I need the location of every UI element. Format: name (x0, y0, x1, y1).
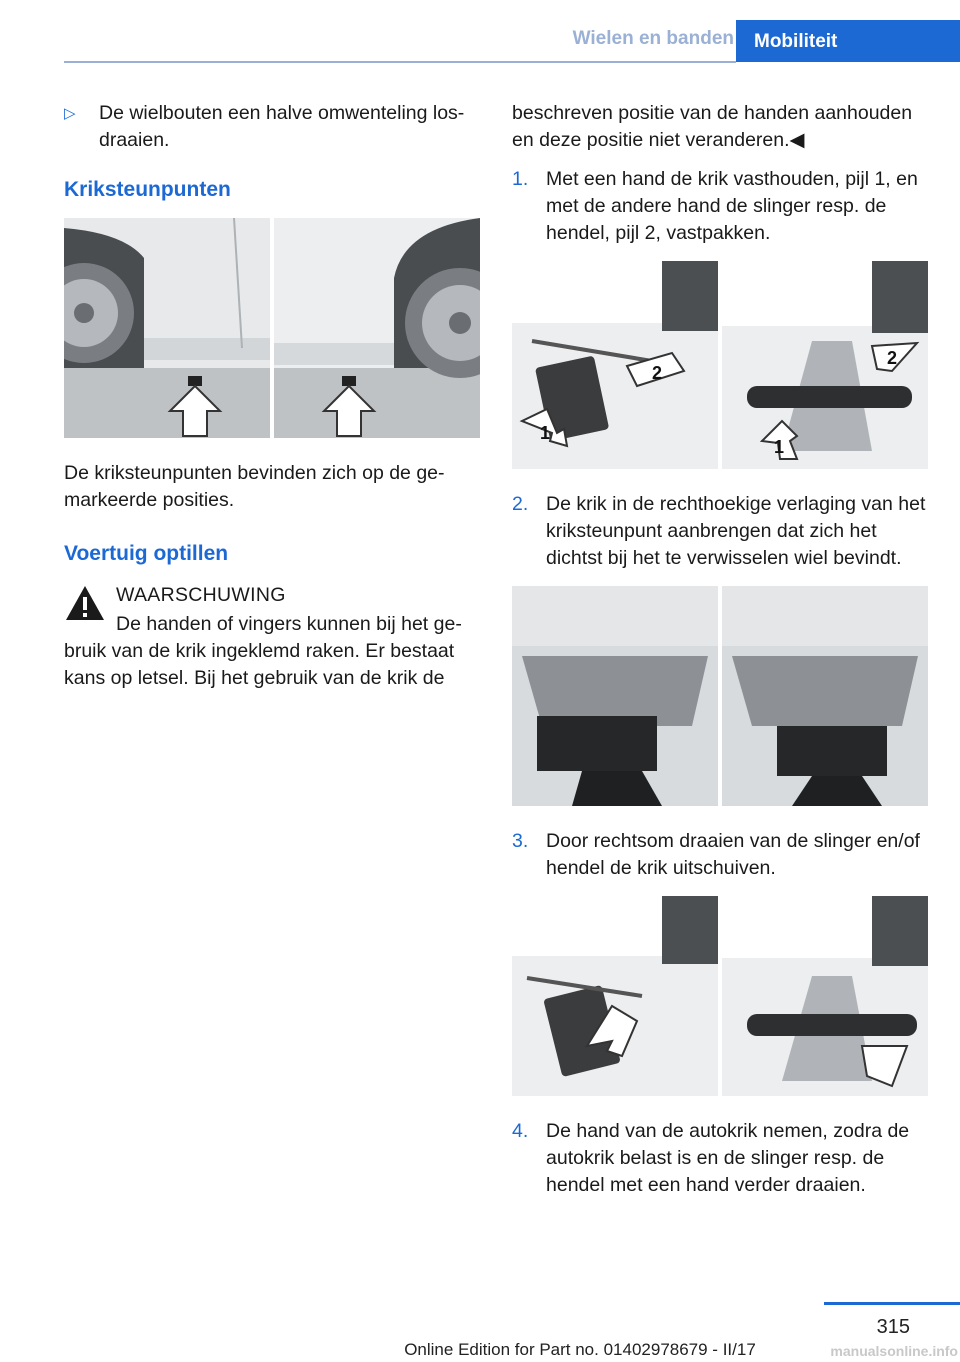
header-section-title: Wielen en banden (572, 28, 734, 49)
page-number: 315 (876, 1316, 910, 1338)
warning-text-rest: bruik van de krik ingeklemd raken. Er bestaat kans op letsel. Bij het gebruik van de krik de (64, 640, 455, 689)
photo-jack-crank (512, 261, 718, 469)
right-column (512, 100, 928, 1213)
step-number: 1. (512, 168, 529, 190)
bullet-text: De wielbouten een halve omwenteling los-draaien. (99, 102, 465, 151)
step-number: 4. (512, 1120, 529, 1142)
step-text: De hand van de autokrik nemen, zodra de autokrik belast is en de slinger resp. de hendel met een hand verder draaien. (546, 1120, 910, 1196)
heading-voertuig-optillen: Voertuig optillen (64, 542, 229, 565)
step-item (512, 1118, 928, 1199)
step-text: Met een hand de krik vasthouden, pijl 1, en met de andere hand de slinger resp. de hendel, pijl 2, vastpakken. (546, 168, 918, 244)
arrow-label: 1 (540, 423, 551, 443)
arrow-label: 2 (652, 363, 663, 383)
photo-jack-seat-right (722, 586, 928, 806)
bullet-triangle-icon: ▷ (64, 105, 76, 122)
step-item (512, 166, 928, 247)
page-header (0, 0, 960, 62)
step-item (512, 828, 928, 882)
figure-jack-position (512, 586, 928, 806)
header-rule (64, 61, 736, 63)
step-number: 2. (512, 493, 529, 515)
step-number: 3. (512, 830, 529, 852)
step-text: De krik in de rechthoekige verlaging van het kriksteunpunt aanbrengen dat zich het dichtst bij het te verwisselen wiel bevindt. (546, 493, 926, 569)
watermark: manualsonline.info (830, 1343, 958, 1359)
arrow-label: 2 (887, 348, 898, 368)
warning-block (64, 582, 480, 692)
photo-jack-seat-left (512, 586, 718, 806)
photo-jack-rotate-lever (722, 896, 928, 1096)
left-column (64, 100, 480, 692)
arrow-label: 1 (774, 437, 785, 457)
figure-jacking-points (64, 218, 480, 438)
footer-rule (824, 1302, 960, 1305)
warning-icon (64, 584, 106, 622)
photo-jack-rotate-crank (512, 896, 718, 1096)
edition-line: Online Edition for Part no. 01402978679 - II/17 (404, 1340, 756, 1359)
warning-text-line1: De handen of vingers kunnen bij het ge- (116, 613, 462, 635)
heading-kriksteunpunten: Kriksteunpunten (64, 178, 231, 201)
warning-title: WAARSCHUWING (116, 584, 286, 606)
step-text: Door rechtsom draaien van de slinger en/of hendel de krik uitschuiven. (546, 830, 920, 879)
figure-extend-jack (512, 896, 928, 1096)
step-item (512, 491, 928, 572)
figure-caption: De kriksteunpunten bevinden zich op de ge-markeerde posities. (64, 462, 445, 511)
photo-jack-lever (722, 261, 928, 469)
figure-hold-jack (512, 261, 928, 469)
warning-continuation: beschreven positie van de handen aanhouden en deze positie niet veranderen.◀ (512, 102, 913, 151)
bullet-item (64, 100, 480, 154)
header-chapter-tab: Mobiliteit (736, 20, 960, 62)
